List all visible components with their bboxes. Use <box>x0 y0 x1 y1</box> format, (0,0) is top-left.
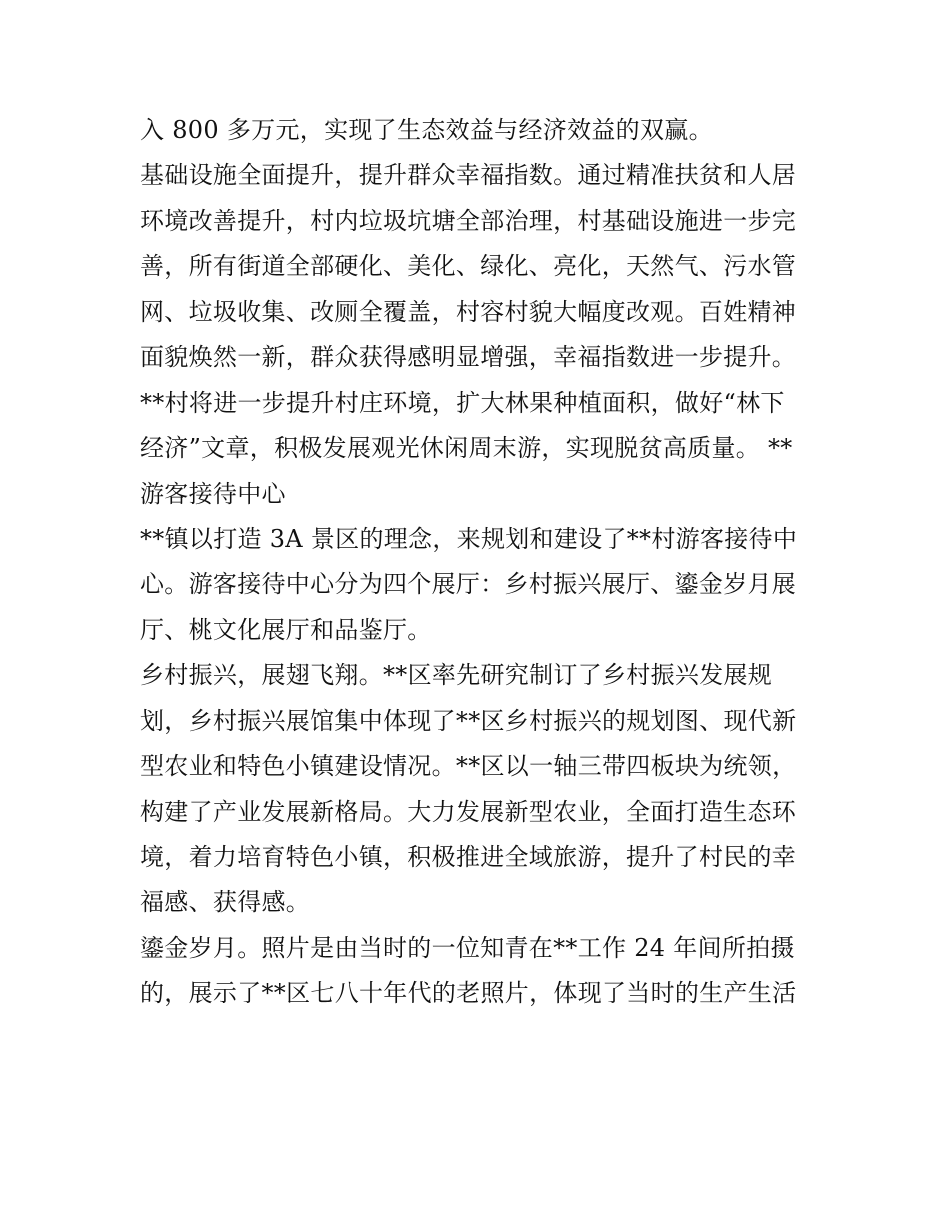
text-line: 的，展示了**区七八十年代的老照片，体现了当时的生产生活 <box>140 979 797 1008</box>
text-line: **镇以打造 3A 景区的理念，来规划和建设了**村游客接待中 <box>140 524 798 553</box>
text-line: 型农业和特色小镇建设情况。**区以一轴三带四板块为统领， <box>140 752 797 781</box>
section-heading: 游客接待中心 <box>140 479 286 508</box>
text-line: 环境改善提升，村内垃圾坑塘全部治理，村基础设施进一步完 <box>140 206 797 235</box>
text-line: 善，所有街道全部硬化、美化、绿化、亮化，天然气、污水管 <box>140 252 797 281</box>
text-line: 福感、获得感。 <box>140 888 311 917</box>
text-line: **村将进一步提升村庄环境，扩大林果种植面积，做好“林下 <box>140 388 785 417</box>
document-body <box>140 108 820 1017</box>
text-line: 入 800 多万元，实现了生态效益与经济效益的双赢。 <box>140 116 713 144</box>
text-line: 鎏金岁月。照片是由当时的一位知青在**工作 24 年间所拍摄 <box>140 933 795 962</box>
text-line: 构建了产业发展新格局。大力发展新型农业，全面打造生态环 <box>140 797 797 826</box>
text-line: 心。游客接待中心分为四个展厅：乡村振兴展厅、鎏金岁月展 <box>140 570 797 599</box>
text-line: 厅、桃文化展厅和品鉴厅。 <box>140 615 432 644</box>
text-line: 乡村振兴，展翅飞翔。**区率先研究制订了乡村振兴发展规 <box>140 661 773 690</box>
text-line: 基础设施全面提升，提升群众幸福指数。通过精准扶贫和人居 <box>140 161 797 190</box>
text-line: 网、垃圾收集、改厕全覆盖，村容村貌大幅度改观。百姓精神 <box>140 297 797 326</box>
text-line: 境，着力培育特色小镇，积极推进全域旅游，提升了村民的幸 <box>140 843 797 871</box>
text-line: 经济”文章，积极发展观光休闲周末游，实现脱贫高质量。 ** <box>140 434 793 463</box>
text-line: 划，乡村振兴展馆集中体现了**区乡村振兴的规划图、现代新 <box>140 706 797 735</box>
text-line: 面貌焕然一新，群众获得感明显增强，幸福指数进一步提升。 <box>140 343 797 372</box>
